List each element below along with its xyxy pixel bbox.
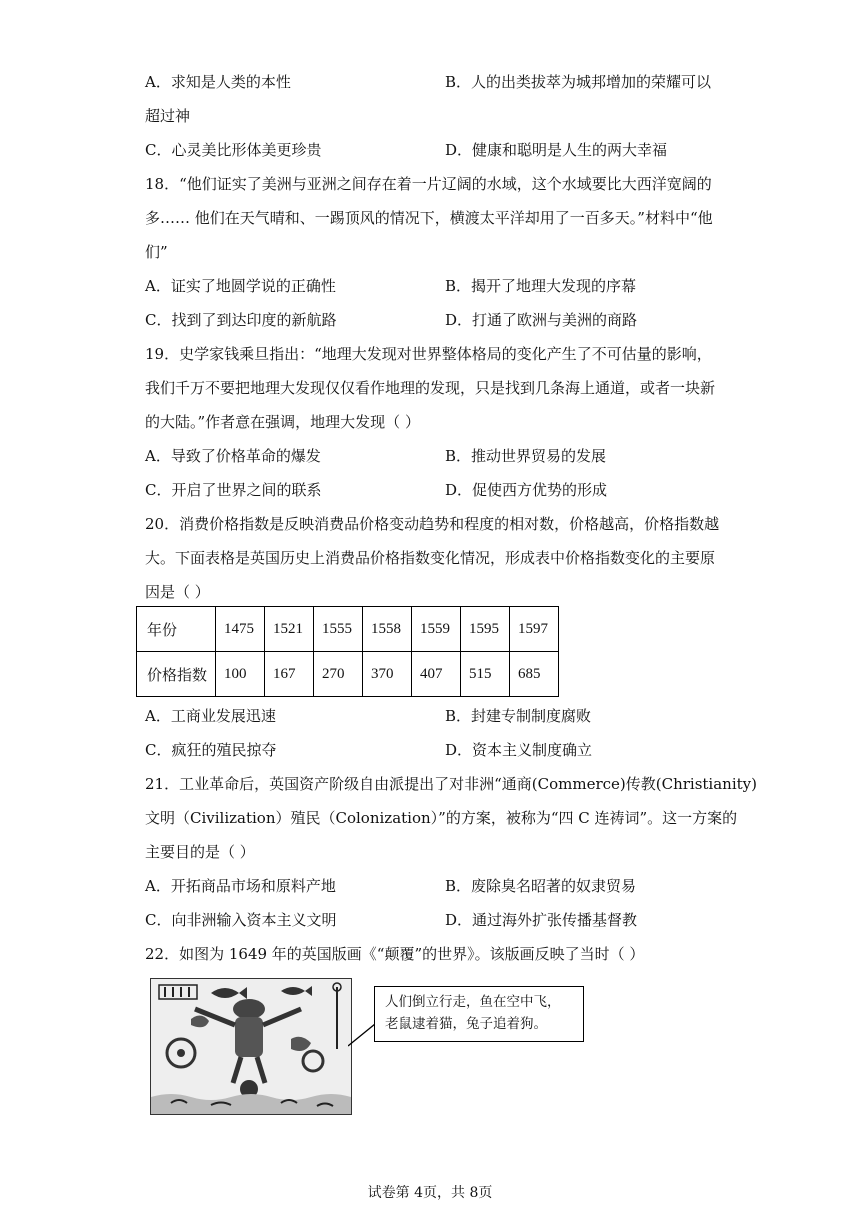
q21-option-a: A．开拓商品市场和原料产地	[145, 877, 336, 895]
table-cell-year: 1555	[314, 607, 363, 652]
table-header-index: 价格指数	[137, 652, 216, 697]
q18-option-c: C．找到了到达印度的新航路	[145, 311, 337, 329]
callout-pointer	[348, 1010, 376, 1050]
q18-option-d: D．打通了欧洲与美洲的商路	[445, 311, 638, 329]
table-cell-year: 1475	[216, 607, 265, 652]
q19-option-c: C．开启了世界之间的联系	[145, 481, 322, 499]
q21-stem-line2: 文明（Civilization）殖民（Colonization）”的方案，被称为“四 C 连祷词”。这一方案的	[145, 809, 738, 827]
table-cell-index: 100	[216, 652, 265, 697]
table-cell-index: 270	[314, 652, 363, 697]
q21-option-c: C．向非洲输入资本主义文明	[145, 911, 337, 929]
table-row-indices	[137, 652, 559, 697]
q21-stem-line1: 21．工业革命后，英国资产阶级自由派提出了对非洲“通商(Commerce)传教(Christianity)	[145, 775, 757, 793]
q21-option-b: B．废除臭名昭著的奴隶贸易	[445, 877, 637, 895]
bubble-line-2: 老鼠逮着猫，兔子追着狗。	[385, 1016, 547, 1032]
q18-option-b: B．揭开了地理大发现的序幕	[445, 277, 637, 295]
table-cell-index: 370	[363, 652, 412, 697]
table-cell-year: 1595	[461, 607, 510, 652]
q18-stem-line2: 多…… 他们在天气晴和、一踢顶风的情况下，横渡太平洋却用了一百多天。”材料中“他	[145, 209, 713, 227]
bubble-line-1: 人们倒立行走，鱼在空中飞，	[385, 994, 561, 1010]
q19-stem-line1: 19．史学家钱乘旦指出：“地理大发现对世界整体格局的变化产生了不可估量的影响，	[145, 345, 712, 363]
q20-stem-line3: 因是（ ）	[145, 583, 210, 601]
table-row-years	[137, 607, 559, 652]
table-header-year: 年份	[137, 607, 216, 652]
q19-option-b: B．推动世界贸易的发展	[445, 447, 607, 465]
q17-option-a: A．求知是人类的本性	[145, 73, 291, 91]
q18-option-a: A．证实了地圆学说的正确性	[145, 277, 336, 295]
woodcut-print-image	[150, 978, 352, 1115]
page-footer: 试卷第 4页，共 8页	[367, 1185, 493, 1201]
q21-option-d: D．通过海外扩张传播基督教	[445, 911, 638, 929]
q17-option-b-continued: 超过神	[145, 107, 191, 125]
q17-option-c: C．心灵美比形体美更珍贵	[145, 141, 322, 159]
q22-stem: 22．如图为 1649 年的英国版画《“颠覆”的世界》。该版画反映了当时（ ）	[145, 945, 645, 963]
q17-option-d: D．健康和聪明是人生的两大幸福	[445, 141, 668, 159]
price-index-table	[136, 606, 559, 697]
q20-option-d: D．资本主义制度确立	[445, 741, 593, 759]
table-cell-index: 167	[265, 652, 314, 697]
table-cell-year: 1597	[510, 607, 559, 652]
speech-bubble	[374, 986, 584, 1042]
q19-stem-line3: 的大陆。”作者意在强调，地理大发现（ ）	[145, 413, 420, 431]
q21-stem-line3: 主要目的是（ ）	[145, 843, 255, 861]
q19-option-d: D．促使西方优势的形成	[445, 481, 608, 499]
q18-stem-line3: 们”	[145, 243, 168, 261]
q19-option-a: A．导致了价格革命的爆发	[145, 447, 321, 465]
table-cell-index: 685	[510, 652, 559, 697]
q20-option-b: B．封建专制制度腐败	[445, 707, 592, 725]
table-cell-year: 1558	[363, 607, 412, 652]
table-cell-year: 1559	[412, 607, 461, 652]
q20-stem-line2: 大。下面表格是英国历史上消费品价格指数变化情况，形成表中价格指数变化的主要原	[145, 549, 716, 567]
q20-option-c: C．疯狂的殖民掠夺	[145, 741, 277, 759]
q19-stem-line2: 我们千万不要把地理大发现仅仅看作地理的发现，只是找到几条海上通道，或者一块新	[145, 379, 716, 397]
q17-option-b: B．人的出类拔萃为城邦增加的荣耀可以	[445, 73, 712, 91]
table-cell-index: 515	[461, 652, 510, 697]
q20-stem-line1: 20．消费价格指数是反映消费品价格变动趋势和程度的相对数，价格越高，价格指数越	[145, 515, 720, 533]
table-cell-year: 1521	[265, 607, 314, 652]
q18-stem-line1: 18．“他们证实了美洲与亚洲之间存在着一片辽阔的水域，这个水域要比大西洋宽阔的	[145, 175, 712, 193]
table-cell-index: 407	[412, 652, 461, 697]
q20-option-a: A．工商业发展迅速	[145, 707, 276, 725]
woodcut-illustration	[151, 979, 351, 1114]
